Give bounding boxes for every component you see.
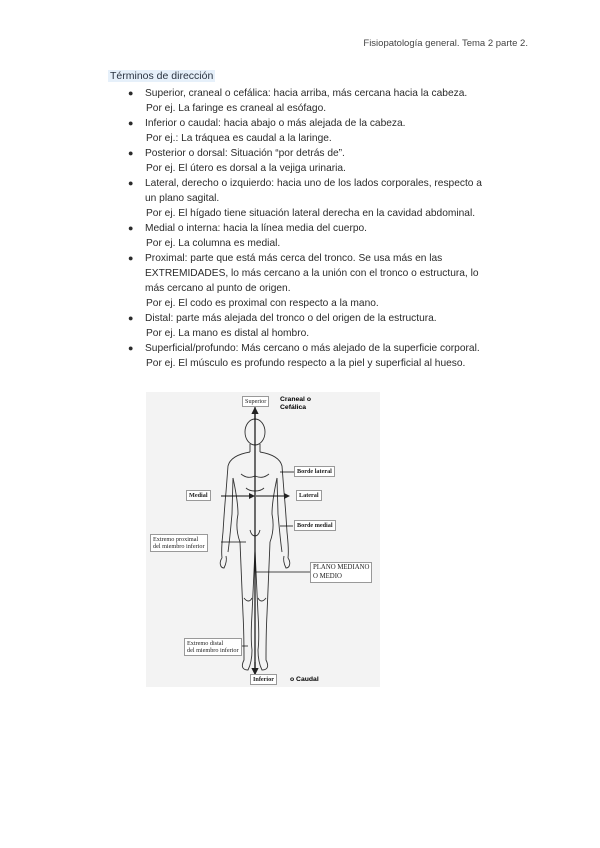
- term-definition: Lateral, derecho o izquierdo: hacia uno de los lados corporales, respecto a: [145, 178, 482, 189]
- term-definition: Superior, craneal o cefálica: hacia arriba, más cercana hacia la cabeza.: [145, 88, 468, 99]
- bullet-icon: ●: [128, 88, 134, 98]
- term-example: Por ej. El útero es dorsal a la vejiga urinaria.: [146, 163, 346, 174]
- label-extremo-distal-line1: Extremo distal: [187, 640, 224, 647]
- direction-terms-list: [128, 86, 528, 371]
- list-item: [128, 86, 528, 116]
- term-example: Por ej. La mano es distal al hombro.: [146, 328, 310, 339]
- bullet-icon: ●: [128, 253, 134, 263]
- label-cefalica: Cefálica: [280, 404, 307, 411]
- list-item: [128, 176, 528, 221]
- label-borde-medial: Borde medial: [294, 520, 336, 531]
- term-definition: Distal: parte más alejada del tronco o del origen de la estructura.: [145, 313, 437, 324]
- anatomical-directions-figure: [146, 392, 380, 687]
- label-borde-lateral: Borde lateral: [294, 466, 335, 477]
- label-plano-line2: O MEDIO: [313, 572, 342, 580]
- list-item: [128, 146, 528, 176]
- term-definition: Medial o interna: hacia la línea media del cuerpo.: [145, 223, 367, 234]
- term-definition-cont: un plano sagital.: [145, 193, 220, 204]
- term-definition-cont: EXTREMIDADES, lo más cercano a la unión con el tronco o estructura, lo: [145, 268, 479, 279]
- term-example: Por ej. El hígado tiene situación lateral derecha en la cavidad abdominal.: [146, 208, 476, 219]
- label-superior: Superior: [242, 396, 269, 407]
- label-plano-line1: PLANO MEDIANO: [313, 564, 370, 571]
- label-caudal: o Caudal: [290, 676, 319, 683]
- term-definition: Inferior o caudal: hacia abajo o más alejada de la cabeza.: [145, 118, 406, 129]
- bullet-icon: ●: [128, 313, 134, 323]
- label-extremo-proximal-line1: Extremo proximal: [153, 536, 199, 543]
- label-craneal: Craneal o: [280, 396, 311, 403]
- label-extremo-proximal: [150, 534, 208, 552]
- label-plano-mediano: [310, 562, 372, 583]
- term-example: Por ej.: La tráquea es caudal a la laringe.: [146, 133, 332, 144]
- page-header: Fisiopatología general. Tema 2 parte 2.: [363, 38, 528, 49]
- term-definition: Superficial/profundo: Más cercano o más alejado de la superficie corporal.: [145, 343, 480, 354]
- term-definition: Proximal: parte que está más cerca del tronco. Se usa más en las: [145, 253, 443, 264]
- list-item: [128, 251, 528, 311]
- label-extremo-distal: [184, 638, 242, 656]
- term-example: Por ej. La faringe es craneal al esófago.: [146, 103, 327, 114]
- list-item: [128, 341, 528, 371]
- section-title: Términos de dirección: [110, 70, 214, 82]
- list-item: [128, 116, 528, 146]
- bullet-icon: ●: [128, 148, 134, 158]
- term-definition-cont: más cercano al punto de origen.: [145, 283, 291, 294]
- label-extremo-proximal-line2: del miembro inferior: [153, 543, 205, 550]
- list-item: [128, 311, 528, 341]
- bullet-icon: ●: [128, 178, 134, 188]
- bullet-icon: ●: [128, 223, 134, 233]
- label-lateral: Lateral: [296, 490, 322, 501]
- term-example: Por ej. La columna es medial.: [146, 238, 281, 249]
- label-inferior: Inferior: [250, 674, 277, 685]
- label-medial: Medial: [186, 490, 211, 501]
- label-extremo-distal-line2: del miembro inferior: [187, 647, 239, 654]
- bullet-icon: ●: [128, 343, 134, 353]
- list-item: [128, 221, 528, 251]
- bullet-icon: ●: [128, 118, 134, 128]
- term-example: Por ej. El codo es proximal con respecto a la mano.: [146, 298, 379, 309]
- term-example: Por ej. El músculo es profundo respecto a la piel y superficial al hueso.: [146, 358, 466, 369]
- term-definition: Posterior o dorsal: Situación “por detrás de”.: [145, 148, 345, 159]
